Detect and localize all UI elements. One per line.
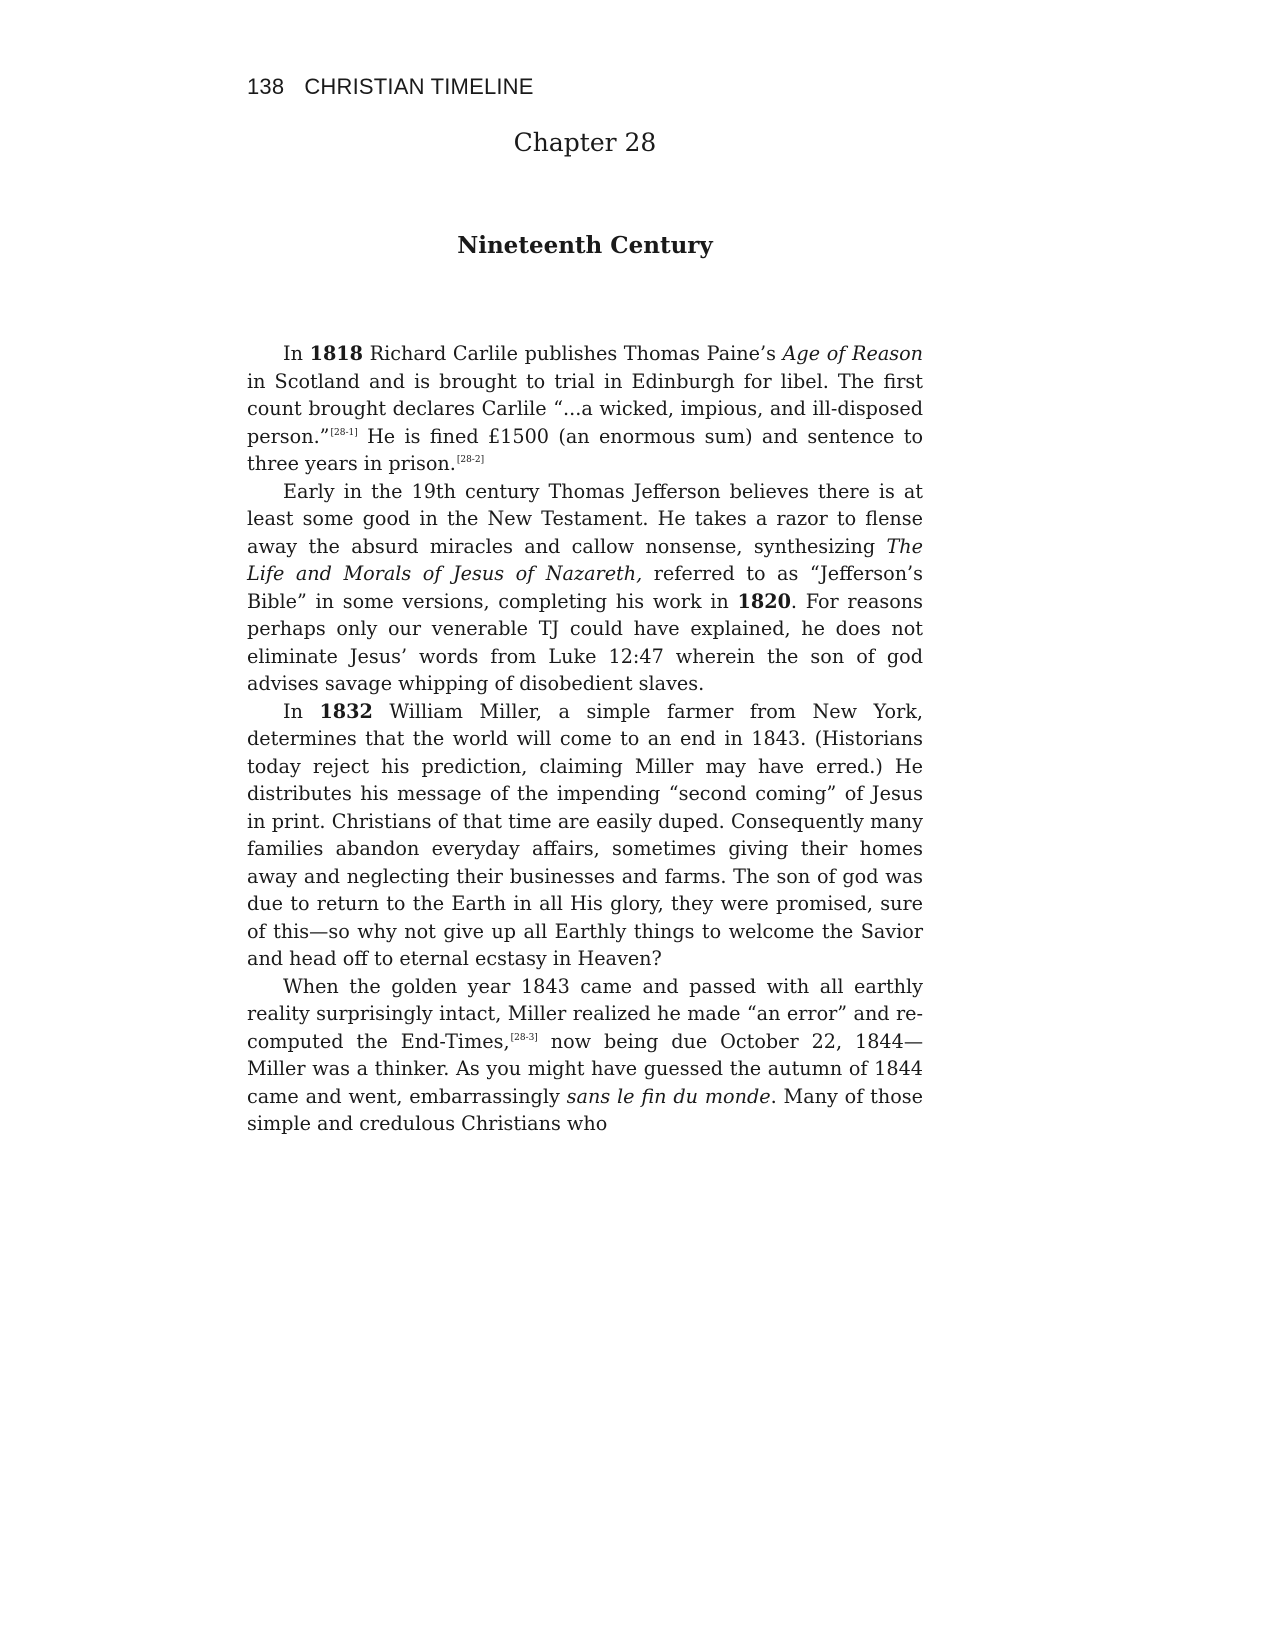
paragraph-1843-end-times <box>247 973 923 1138</box>
page-number: 138 <box>247 74 285 99</box>
text-run: now being due October 22, 1844—Miller was a thinker. As you might have guessed the autumn of 1844 came and went, embarrassingly <box>247 1029 924 1108</box>
running-header <box>247 74 534 100</box>
year-1818: 1818 <box>309 342 363 365</box>
chapter-label: Chapter 28 <box>513 128 657 157</box>
paragraph-1832-miller <box>247 698 923 973</box>
text-run: In <box>283 699 320 723</box>
footnote-ref-28-3: [28-3] <box>510 1032 538 1043</box>
running-title: CHRISTIAN TIMELINE <box>304 74 534 99</box>
text-run: . Many of those simple and credulous Christians who <box>247 1084 923 1135</box>
text-run: in Scotland and is brought to trial in Edinburgh for libel. The first count brought declares Carlile “...a wicked, impious, and ill-disposed person.” <box>247 369 923 448</box>
text-run: referred to as “Jefferson’s Bible” in some versions, completing his work in <box>247 562 923 613</box>
text-run: William Miller, a simple farmer from New York, determines that the world will come to an end in 1843. (Historians today reject his prediction, claiming Miller may have erred.) He distributes his message of the impending “second coming” of Jesus in print. Christians of that time are easily duped. Consequently many families abandon everyday affairs, sometimes giving their homes away and neglecting their businesses and farms. The son of god was due to return to the Earth in all His glory, they were promised, sure of this—so why not give up all Earthly things to welcome the Savior and head off to eternal ecstasy in Heaven? <box>247 699 923 970</box>
book-title-life-and-morals: The Life and Morals of Jesus of Nazareth, <box>247 534 923 585</box>
paragraph-jefferson-bible <box>247 478 923 698</box>
text-run: When the golden year 1843 came and passed with all earthly reality surprisingly intact, Miller realized he made “an error” and re-computed the End-Times, <box>247 974 923 1053</box>
body-text <box>247 340 923 1138</box>
paragraph-1818-carlile <box>247 340 923 478</box>
chapter-title: Nineteenth Century <box>457 232 713 259</box>
book-title-age-of-reason: Age of Reason <box>782 342 924 365</box>
footnote-ref-28-2: [28-2] <box>456 455 485 465</box>
text-run: He is fined £1500 (an enormous sum) and sentence to three years in prison. <box>247 424 923 475</box>
phrase-sans-le-fin-du-monde: sans le fin du monde <box>566 1084 771 1108</box>
year-1820: 1820 <box>737 589 791 613</box>
text-run: Early in the 19th century Thomas Jefferson believes there is at least some good in the New Testament. He takes a razor to flense away the absurd miracles and callow nonsense, synthesizing <box>247 479 923 558</box>
text-run: Richard Carlile publishes Thomas Paine’s <box>363 342 783 365</box>
text-run: In <box>283 342 310 365</box>
footnote-ref-28-1: [28-1] <box>330 427 358 438</box>
year-1832: 1832 <box>319 699 373 723</box>
text-run: . For reasons perhaps only our venerable TJ could have explained, he does not eliminate Jesus’ words from Luke 12:47 wherein the son of god advises savage whipping of disobedient slaves. <box>247 589 923 695</box>
